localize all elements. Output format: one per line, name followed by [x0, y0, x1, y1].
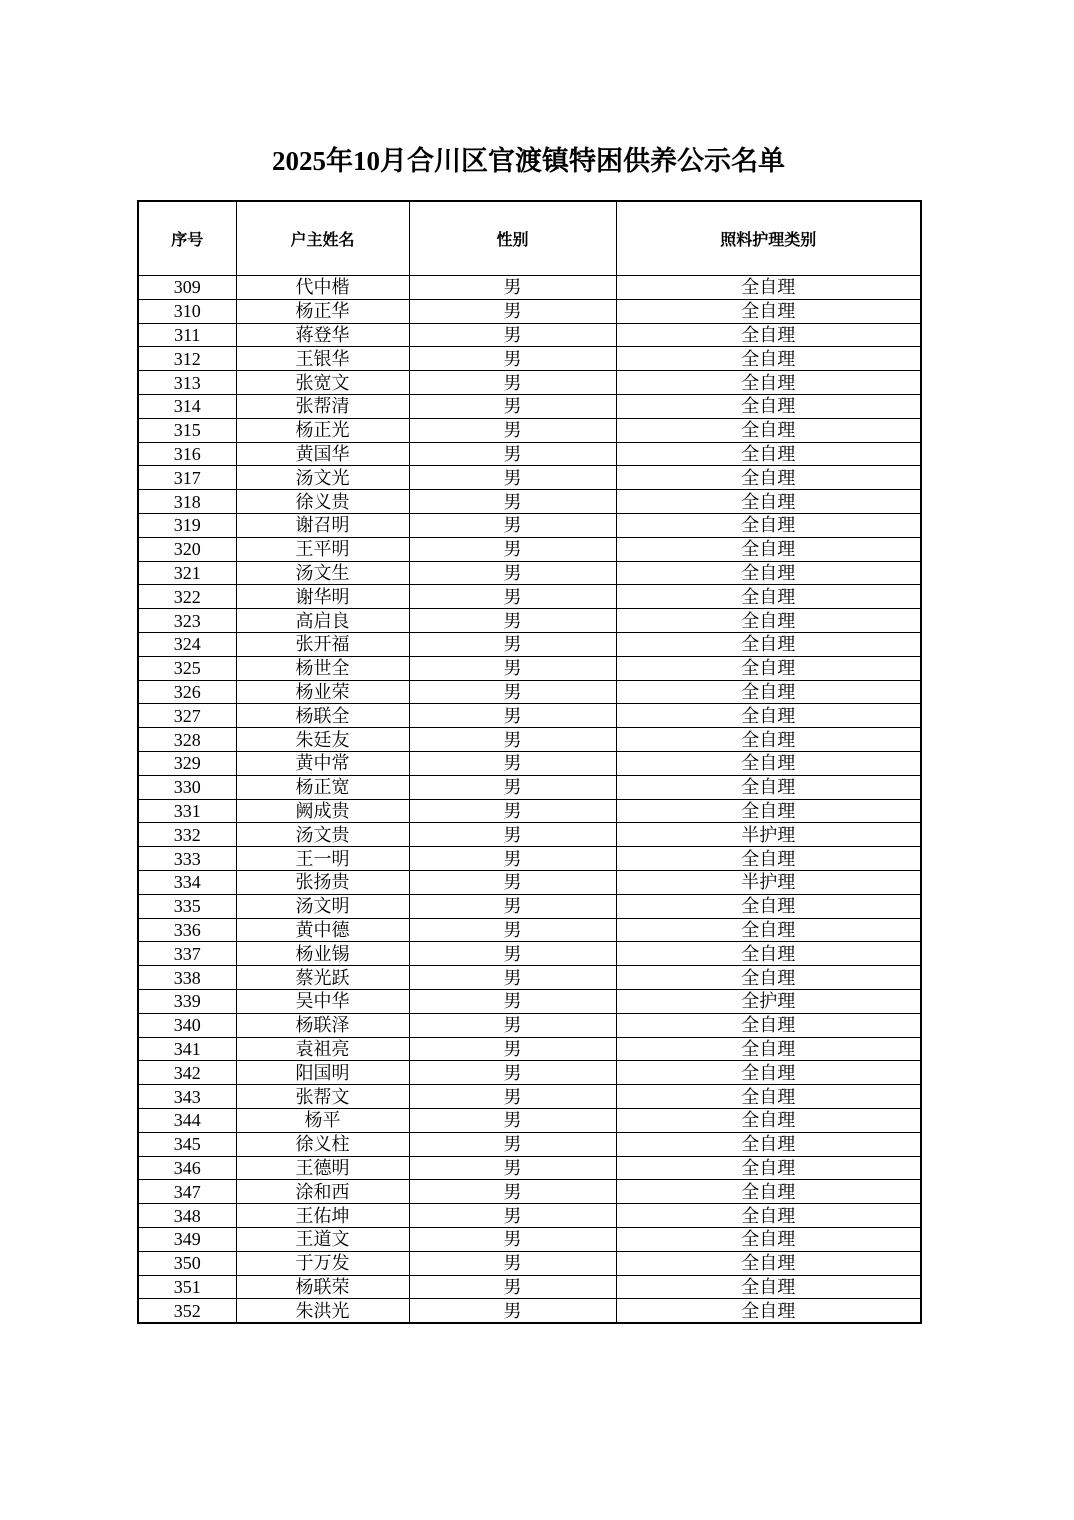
- table-row: [138, 1013, 921, 1037]
- cell-household-name: 张扬贵: [236, 871, 409, 895]
- cell-seq: 319: [138, 514, 236, 538]
- cell-seq: 351: [138, 1275, 236, 1299]
- cell-gender: 男: [409, 276, 616, 300]
- table-row: [138, 680, 921, 704]
- cell-care-category: 全自理: [616, 371, 921, 395]
- cell-seq: 340: [138, 1013, 236, 1037]
- roster-table: [137, 200, 922, 1324]
- cell-household-name: 徐义柱: [236, 1132, 409, 1156]
- table-row: [138, 966, 921, 990]
- cell-care-category: 全自理: [616, 1061, 921, 1085]
- table-row: [138, 1299, 921, 1323]
- cell-care-category: 全自理: [616, 1013, 921, 1037]
- cell-seq: 341: [138, 1037, 236, 1061]
- table-row: [138, 894, 921, 918]
- cell-seq: 336: [138, 918, 236, 942]
- table-row: [138, 633, 921, 657]
- cell-gender: 男: [409, 704, 616, 728]
- table-row: [138, 1251, 921, 1275]
- cell-gender: 男: [409, 1275, 616, 1299]
- cell-seq: 315: [138, 418, 236, 442]
- cell-household-name: 王一明: [236, 847, 409, 871]
- table-row: [138, 918, 921, 942]
- cell-care-category: 全自理: [616, 323, 921, 347]
- cell-care-category: 全自理: [616, 276, 921, 300]
- cell-household-name: 涂和西: [236, 1180, 409, 1204]
- cell-gender: 男: [409, 871, 616, 895]
- cell-household-name: 阳国明: [236, 1061, 409, 1085]
- cell-seq: 321: [138, 561, 236, 585]
- cell-gender: 男: [409, 633, 616, 657]
- cell-gender: 男: [409, 847, 616, 871]
- table-row: [138, 276, 921, 300]
- cell-seq: 347: [138, 1180, 236, 1204]
- cell-gender: 男: [409, 1132, 616, 1156]
- cell-household-name: 蔡光跃: [236, 966, 409, 990]
- cell-care-category: 全自理: [616, 1180, 921, 1204]
- column-header-household-name: 户主姓名: [236, 201, 409, 276]
- table-row: [138, 418, 921, 442]
- cell-household-name: 阙成贵: [236, 799, 409, 823]
- cell-household-name: 王平明: [236, 537, 409, 561]
- cell-care-category: 全自理: [616, 1132, 921, 1156]
- cell-care-category: 全自理: [616, 1085, 921, 1109]
- cell-gender: 男: [409, 894, 616, 918]
- cell-household-name: 吴中华: [236, 990, 409, 1014]
- cell-gender: 男: [409, 728, 616, 752]
- cell-gender: 男: [409, 347, 616, 371]
- table-row: [138, 775, 921, 799]
- cell-household-name: 蒋登华: [236, 323, 409, 347]
- cell-care-category: 全自理: [616, 1299, 921, 1323]
- cell-gender: 男: [409, 1156, 616, 1180]
- cell-gender: 男: [409, 418, 616, 442]
- table-row: [138, 537, 921, 561]
- cell-seq: 327: [138, 704, 236, 728]
- table-row: [138, 561, 921, 585]
- cell-gender: 男: [409, 1204, 616, 1228]
- cell-household-name: 杨正光: [236, 418, 409, 442]
- table-row: [138, 514, 921, 538]
- cell-care-category: 全自理: [616, 918, 921, 942]
- cell-gender: 男: [409, 942, 616, 966]
- cell-gender: 男: [409, 752, 616, 776]
- cell-care-category: 全自理: [616, 680, 921, 704]
- table-row: [138, 656, 921, 680]
- table-body: [138, 276, 921, 1324]
- table-row: [138, 1037, 921, 1061]
- cell-seq: 339: [138, 990, 236, 1014]
- cell-seq: 324: [138, 633, 236, 657]
- cell-care-category: 全自理: [616, 466, 921, 490]
- cell-seq: 349: [138, 1227, 236, 1251]
- cell-seq: 334: [138, 871, 236, 895]
- cell-seq: 322: [138, 585, 236, 609]
- cell-care-category: 全自理: [616, 395, 921, 419]
- table-row: [138, 371, 921, 395]
- cell-gender: 男: [409, 1013, 616, 1037]
- cell-household-name: 杨联荣: [236, 1275, 409, 1299]
- table-row: [138, 1156, 921, 1180]
- cell-household-name: 汤文光: [236, 466, 409, 490]
- cell-gender: 男: [409, 585, 616, 609]
- table-row: [138, 442, 921, 466]
- cell-gender: 男: [409, 1180, 616, 1204]
- cell-seq: 310: [138, 299, 236, 323]
- table-row: [138, 752, 921, 776]
- cell-care-category: 全护理: [616, 990, 921, 1014]
- column-header-care-category: 照料护理类别: [616, 201, 921, 276]
- cell-household-name: 杨联全: [236, 704, 409, 728]
- cell-gender: 男: [409, 823, 616, 847]
- cell-care-category: 全自理: [616, 1037, 921, 1061]
- cell-seq: 331: [138, 799, 236, 823]
- cell-household-name: 黄中德: [236, 918, 409, 942]
- cell-gender: 男: [409, 1037, 616, 1061]
- cell-gender: 男: [409, 1299, 616, 1323]
- table-header-row: [138, 201, 921, 276]
- cell-gender: 男: [409, 1251, 616, 1275]
- table-row: [138, 942, 921, 966]
- table-row: [138, 1227, 921, 1251]
- cell-seq: 343: [138, 1085, 236, 1109]
- cell-seq: 332: [138, 823, 236, 847]
- cell-care-category: 全自理: [616, 1227, 921, 1251]
- cell-household-name: 谢华明: [236, 585, 409, 609]
- column-header-gender: 性别: [409, 201, 616, 276]
- column-header-seq: 序号: [138, 201, 236, 276]
- cell-care-category: 全自理: [616, 799, 921, 823]
- cell-gender: 男: [409, 514, 616, 538]
- cell-gender: 男: [409, 799, 616, 823]
- cell-household-name: 张帮文: [236, 1085, 409, 1109]
- cell-gender: 男: [409, 537, 616, 561]
- cell-household-name: 杨业荣: [236, 680, 409, 704]
- table-row: [138, 395, 921, 419]
- cell-care-category: 全自理: [616, 442, 921, 466]
- cell-seq: 325: [138, 656, 236, 680]
- cell-seq: 335: [138, 894, 236, 918]
- table-row: [138, 1085, 921, 1109]
- cell-household-name: 张宽文: [236, 371, 409, 395]
- cell-care-category: 全自理: [616, 490, 921, 514]
- table-row: [138, 1132, 921, 1156]
- table-row: [138, 728, 921, 752]
- cell-seq: 329: [138, 752, 236, 776]
- cell-care-category: 全自理: [616, 1204, 921, 1228]
- cell-household-name: 杨业锡: [236, 942, 409, 966]
- cell-gender: 男: [409, 1061, 616, 1085]
- cell-household-name: 朱洪光: [236, 1299, 409, 1323]
- cell-household-name: 黄中常: [236, 752, 409, 776]
- table-row: [138, 1275, 921, 1299]
- cell-household-name: 张开福: [236, 633, 409, 657]
- cell-care-category: 全自理: [616, 728, 921, 752]
- cell-seq: 346: [138, 1156, 236, 1180]
- cell-seq: 316: [138, 442, 236, 466]
- cell-gender: 男: [409, 966, 616, 990]
- table-row: [138, 585, 921, 609]
- cell-household-name: 杨平: [236, 1108, 409, 1132]
- cell-seq: 337: [138, 942, 236, 966]
- cell-care-category: 全自理: [616, 942, 921, 966]
- cell-seq: 313: [138, 371, 236, 395]
- cell-care-category: 全自理: [616, 775, 921, 799]
- table-row: [138, 323, 921, 347]
- cell-care-category: 全自理: [616, 847, 921, 871]
- cell-gender: 男: [409, 466, 616, 490]
- cell-gender: 男: [409, 680, 616, 704]
- cell-seq: 344: [138, 1108, 236, 1132]
- cell-household-name: 高启良: [236, 609, 409, 633]
- cell-household-name: 黄国华: [236, 442, 409, 466]
- cell-seq: 312: [138, 347, 236, 371]
- cell-gender: 男: [409, 323, 616, 347]
- table-row: [138, 990, 921, 1014]
- cell-seq: 338: [138, 966, 236, 990]
- table-row: [138, 466, 921, 490]
- cell-household-name: 杨联泽: [236, 1013, 409, 1037]
- cell-seq: 311: [138, 323, 236, 347]
- table-row: [138, 799, 921, 823]
- cell-care-category: 半护理: [616, 871, 921, 895]
- cell-household-name: 代中楷: [236, 276, 409, 300]
- cell-care-category: 全自理: [616, 752, 921, 776]
- cell-care-category: 半护理: [616, 823, 921, 847]
- cell-gender: 男: [409, 395, 616, 419]
- cell-care-category: 全自理: [616, 418, 921, 442]
- cell-care-category: 全自理: [616, 585, 921, 609]
- cell-seq: 320: [138, 537, 236, 561]
- cell-household-name: 朱廷友: [236, 728, 409, 752]
- cell-gender: 男: [409, 775, 616, 799]
- cell-household-name: 汤文明: [236, 894, 409, 918]
- cell-gender: 男: [409, 442, 616, 466]
- cell-seq: 333: [138, 847, 236, 871]
- table-row: [138, 609, 921, 633]
- cell-household-name: 袁祖亮: [236, 1037, 409, 1061]
- cell-care-category: 全自理: [616, 966, 921, 990]
- cell-care-category: 全自理: [616, 1108, 921, 1132]
- cell-care-category: 全自理: [616, 1251, 921, 1275]
- cell-seq: 318: [138, 490, 236, 514]
- cell-care-category: 全自理: [616, 347, 921, 371]
- cell-seq: 314: [138, 395, 236, 419]
- cell-gender: 男: [409, 490, 616, 514]
- cell-gender: 男: [409, 1227, 616, 1251]
- cell-care-category: 全自理: [616, 299, 921, 323]
- cell-seq: 317: [138, 466, 236, 490]
- cell-gender: 男: [409, 299, 616, 323]
- table-row: [138, 347, 921, 371]
- table-row: [138, 823, 921, 847]
- table-row: [138, 847, 921, 871]
- cell-seq: 323: [138, 609, 236, 633]
- cell-seq: 342: [138, 1061, 236, 1085]
- cell-seq: 330: [138, 775, 236, 799]
- cell-seq: 348: [138, 1204, 236, 1228]
- cell-seq: 309: [138, 276, 236, 300]
- table-row: [138, 490, 921, 514]
- cell-seq: 328: [138, 728, 236, 752]
- cell-care-category: 全自理: [616, 514, 921, 538]
- cell-household-name: 王道文: [236, 1227, 409, 1251]
- cell-care-category: 全自理: [616, 704, 921, 728]
- cell-gender: 男: [409, 656, 616, 680]
- table-header: [138, 201, 921, 276]
- table-row: [138, 1108, 921, 1132]
- cell-care-category: 全自理: [616, 1156, 921, 1180]
- cell-household-name: 汤文贵: [236, 823, 409, 847]
- cell-gender: 男: [409, 609, 616, 633]
- cell-seq: 345: [138, 1132, 236, 1156]
- cell-household-name: 谢召明: [236, 514, 409, 538]
- cell-household-name: 杨正华: [236, 299, 409, 323]
- page-title: 2025年10月合川区官渡镇特困供养公示名单: [272, 146, 785, 176]
- cell-care-category: 全自理: [616, 537, 921, 561]
- cell-care-category: 全自理: [616, 656, 921, 680]
- cell-care-category: 全自理: [616, 1275, 921, 1299]
- cell-seq: 350: [138, 1251, 236, 1275]
- cell-household-name: 徐义贵: [236, 490, 409, 514]
- table-row: [138, 1204, 921, 1228]
- cell-household-name: 杨世全: [236, 656, 409, 680]
- cell-household-name: 杨正宽: [236, 775, 409, 799]
- cell-care-category: 全自理: [616, 561, 921, 585]
- cell-seq: 326: [138, 680, 236, 704]
- cell-gender: 男: [409, 1085, 616, 1109]
- table-row: [138, 871, 921, 895]
- cell-gender: 男: [409, 371, 616, 395]
- cell-household-name: 张帮清: [236, 395, 409, 419]
- cell-care-category: 全自理: [616, 633, 921, 657]
- cell-care-category: 全自理: [616, 609, 921, 633]
- cell-household-name: 王德明: [236, 1156, 409, 1180]
- cell-seq: 352: [138, 1299, 236, 1323]
- cell-gender: 男: [409, 918, 616, 942]
- cell-household-name: 汤文生: [236, 561, 409, 585]
- cell-gender: 男: [409, 990, 616, 1014]
- cell-household-name: 王银华: [236, 347, 409, 371]
- table-row: [138, 1180, 921, 1204]
- table-row: [138, 1061, 921, 1085]
- cell-household-name: 于万发: [236, 1251, 409, 1275]
- cell-gender: 男: [409, 561, 616, 585]
- cell-gender: 男: [409, 1108, 616, 1132]
- cell-care-category: 全自理: [616, 894, 921, 918]
- cell-household-name: 王佑坤: [236, 1204, 409, 1228]
- table-row: [138, 704, 921, 728]
- table-row: [138, 299, 921, 323]
